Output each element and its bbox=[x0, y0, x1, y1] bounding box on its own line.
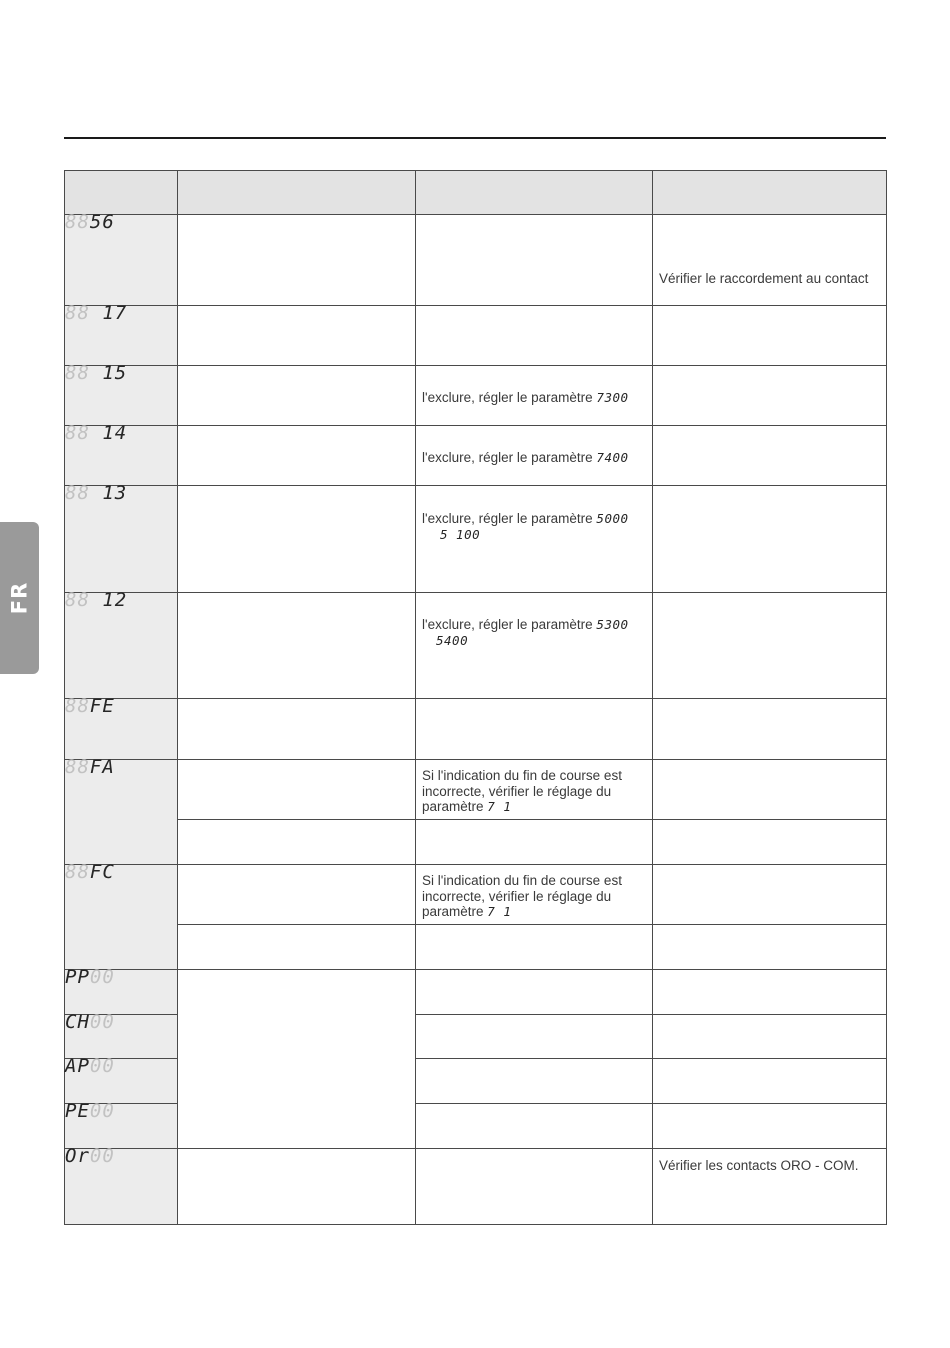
param-code: 7400 bbox=[596, 449, 629, 465]
cause-cell bbox=[416, 1104, 653, 1149]
cause-cell bbox=[416, 925, 653, 970]
display-code-lit: 13 bbox=[89, 482, 128, 504]
action-cell bbox=[653, 865, 887, 925]
table-row bbox=[65, 306, 887, 366]
display-code-dim: 00 bbox=[89, 1011, 115, 1033]
table-row bbox=[65, 593, 887, 699]
cause-cell bbox=[416, 699, 653, 760]
display-code bbox=[65, 1145, 178, 1225]
language-tab-label: FR bbox=[7, 581, 32, 615]
display-code bbox=[65, 211, 178, 306]
description-cell bbox=[178, 699, 416, 760]
cause-cell bbox=[416, 306, 653, 366]
display-code-dim: 88 bbox=[65, 756, 90, 778]
table-row bbox=[65, 760, 887, 820]
display-code-lit: FA bbox=[89, 756, 115, 778]
description-cell bbox=[178, 865, 416, 925]
action-cell bbox=[653, 366, 887, 426]
display-code-dim: 00 bbox=[89, 1055, 115, 1077]
display-code-lit: Or bbox=[65, 1145, 90, 1167]
cause-text: l'exclure, régler le paramètre bbox=[422, 617, 593, 632]
display-code bbox=[65, 1011, 178, 1059]
header-cell-code bbox=[65, 171, 178, 215]
cause-cell bbox=[416, 1015, 653, 1059]
description-cell bbox=[178, 215, 416, 306]
display-code-lit: FC bbox=[89, 861, 115, 883]
display-code-lit: PE bbox=[65, 1100, 90, 1122]
display-code-dim: 00 bbox=[89, 966, 115, 988]
cause-cell bbox=[416, 215, 653, 306]
display-code bbox=[65, 1055, 178, 1104]
action-cell bbox=[653, 1104, 887, 1149]
description-cell bbox=[178, 593, 416, 699]
param-code: 5000 bbox=[596, 511, 629, 526]
description-cell bbox=[178, 970, 416, 1149]
action-cell bbox=[653, 1015, 887, 1059]
description-cell bbox=[178, 426, 416, 486]
action-cell bbox=[653, 215, 887, 306]
table-row bbox=[65, 1149, 887, 1225]
display-code bbox=[65, 302, 178, 366]
param-code: 7 1 bbox=[487, 904, 512, 919]
display-code-dim: 00 bbox=[89, 1100, 115, 1122]
cause-cell bbox=[416, 366, 653, 426]
table-row bbox=[65, 486, 887, 593]
cause-text: Si l'indication du fin de course est incorrecte, vérifier le réglage du paramètre bbox=[422, 768, 622, 814]
display-code-lit: PP bbox=[65, 966, 90, 988]
table-row bbox=[65, 215, 887, 306]
language-tab bbox=[0, 522, 39, 674]
description-cell bbox=[178, 760, 416, 820]
action-text: Vérifier le raccordement au contact bbox=[659, 271, 869, 286]
cause-text: l'exclure, régler le paramètre bbox=[422, 511, 593, 526]
display-code-lit: FE bbox=[89, 695, 115, 717]
display-code-dim: 00 bbox=[89, 1145, 115, 1167]
action-cell bbox=[653, 699, 887, 760]
action-cell bbox=[653, 486, 887, 593]
display-code-lit: 14 bbox=[89, 422, 128, 444]
header-cell-description bbox=[178, 171, 416, 215]
param-code-2: 5400 bbox=[436, 632, 469, 648]
display-code bbox=[65, 422, 178, 486]
param-code: 7300 bbox=[596, 389, 629, 405]
table-row bbox=[65, 426, 887, 486]
display-code-dim: 88 bbox=[65, 861, 90, 883]
display-code-dim: 88 bbox=[65, 695, 90, 717]
header-cell-cause bbox=[416, 171, 653, 215]
param-code: 7 1 bbox=[487, 799, 512, 814]
cause-cell bbox=[416, 486, 653, 593]
cause-cell bbox=[416, 426, 653, 486]
action-cell bbox=[653, 1149, 887, 1225]
header-cell-action bbox=[653, 171, 887, 215]
description-cell bbox=[178, 486, 416, 593]
cause-text: l'exclure, régler le paramètre bbox=[422, 449, 593, 465]
param-code: 5300 bbox=[596, 617, 629, 632]
action-cell bbox=[653, 970, 887, 1015]
cause-cell bbox=[416, 970, 653, 1015]
description-cell bbox=[178, 366, 416, 426]
action-text: Vérifier les contacts ORO - COM. bbox=[659, 1158, 859, 1173]
action-cell bbox=[653, 593, 887, 699]
description-cell bbox=[178, 306, 416, 366]
display-code-dim: 88 bbox=[65, 422, 90, 444]
table-header-row bbox=[65, 171, 887, 215]
display-code-lit: 15 bbox=[89, 362, 128, 384]
display-code bbox=[65, 756, 178, 865]
table-row bbox=[65, 366, 887, 426]
action-cell bbox=[653, 306, 887, 366]
display-code-lit: AP bbox=[65, 1055, 90, 1077]
cause-cell bbox=[416, 820, 653, 865]
description-cell bbox=[178, 820, 416, 865]
display-code-dim: 88 bbox=[65, 302, 90, 324]
display-code-dim: 88 bbox=[65, 482, 90, 504]
display-code bbox=[65, 966, 178, 1015]
display-code-lit: CH bbox=[65, 1011, 90, 1033]
cause-cell bbox=[416, 865, 653, 925]
display-code bbox=[65, 1100, 178, 1149]
table-row bbox=[65, 970, 887, 1015]
action-cell bbox=[653, 925, 887, 970]
display-code-lit: 56 bbox=[89, 211, 115, 233]
description-cell bbox=[178, 1149, 416, 1225]
display-code-lit: 12 bbox=[89, 589, 128, 611]
action-cell bbox=[653, 1059, 887, 1104]
display-code-dim: 88 bbox=[65, 362, 90, 384]
action-cell bbox=[653, 426, 887, 486]
display-code-lit: 17 bbox=[89, 302, 128, 324]
display-code bbox=[65, 362, 178, 426]
display-code bbox=[65, 861, 178, 970]
table-row bbox=[65, 925, 887, 970]
description-cell bbox=[178, 925, 416, 970]
display-code bbox=[65, 589, 178, 699]
action-cell bbox=[653, 820, 887, 865]
table-row bbox=[65, 820, 887, 865]
cause-cell bbox=[416, 760, 653, 820]
display-code-dim: 88 bbox=[65, 211, 90, 233]
table-row bbox=[65, 699, 887, 760]
cause-cell bbox=[416, 1149, 653, 1225]
table-row bbox=[65, 865, 887, 925]
cause-text: Si l'indication du fin de course est incorrecte, vérifier le réglage du paramètre bbox=[422, 873, 622, 919]
error-table bbox=[64, 170, 887, 1225]
display-code bbox=[65, 695, 178, 760]
param-code-2: 5 100 bbox=[440, 526, 481, 542]
header-rule bbox=[64, 137, 886, 139]
cause-text: l'exclure, régler le paramètre bbox=[422, 389, 593, 405]
display-code-dim: 88 bbox=[65, 589, 90, 611]
cause-cell bbox=[416, 1059, 653, 1104]
cause-cell bbox=[416, 593, 653, 699]
action-cell bbox=[653, 760, 887, 820]
display-code bbox=[65, 482, 178, 593]
